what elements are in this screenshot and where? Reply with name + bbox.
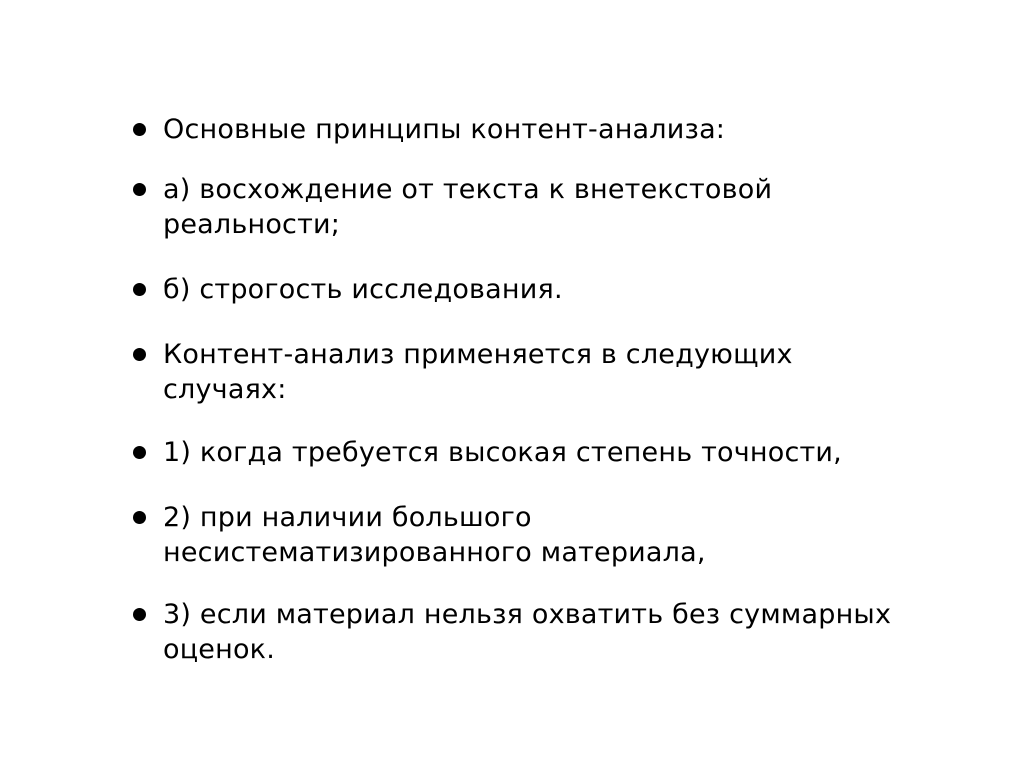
bullet-dot-icon xyxy=(133,511,146,524)
bullet-text: 1) когда требуется высокая степень точности, xyxy=(163,437,842,468)
bullet-dot-icon xyxy=(133,283,146,296)
bullet-text: Основные принципы контент-анализа: xyxy=(163,114,726,145)
bullet-text: Контент-анализ применяется в следующих случаях: xyxy=(163,339,793,405)
bullet-dot-icon xyxy=(133,348,146,361)
bullet-dot-icon xyxy=(133,608,146,621)
bullet-dot-icon xyxy=(133,183,146,196)
bullet-text: б) строгость исследования. xyxy=(163,274,563,305)
bullet-text: 3) если материал нельзя охватить без суммарных оценок. xyxy=(163,599,892,665)
bullet-dot-icon xyxy=(133,446,146,459)
bullet-text: 2) при наличии большого несистематизированного материала, xyxy=(163,502,706,568)
bullet-dot-icon xyxy=(133,123,146,136)
bullet-text: а) восхождение от текста к внетекстовой реальности; xyxy=(163,174,773,240)
